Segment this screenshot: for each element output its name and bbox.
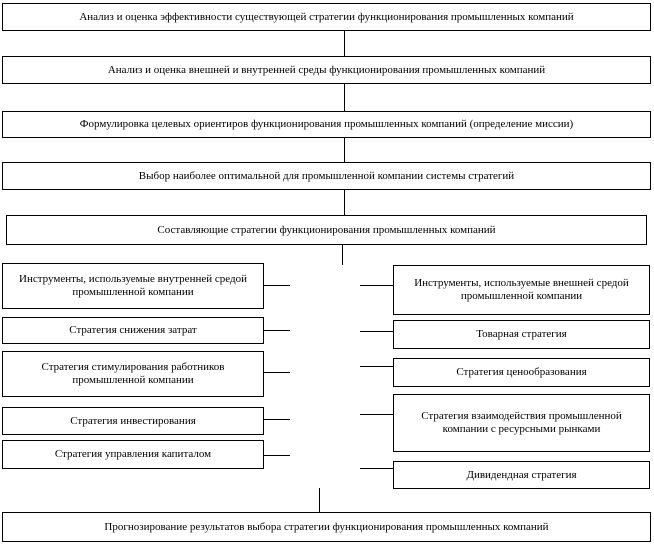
external-connector-4: [360, 468, 393, 469]
final-step-label: Прогнозирование результатов выбора стратегии функционирования промышленных компаний: [104, 520, 549, 533]
internal-item-investment: [2, 407, 264, 435]
internal-item-label: Стратегия стимулирования работников промышленной компании: [41, 361, 225, 386]
internal-connector-1: [264, 330, 290, 331]
external-tools-header-label: Инструменты, используемые внешней средой промышленной компании: [414, 277, 629, 302]
internal-item-label: Стратегия инвестирования: [70, 414, 196, 427]
external-connector-2: [360, 366, 393, 367]
external-item-label: Стратегия взаимодействия промышленной компании с ресурсными рынками: [421, 410, 622, 435]
external-item-product-strategy: [393, 320, 650, 349]
internal-item-label: Стратегия снижения затрат: [69, 324, 197, 336]
step-1-box: [2, 3, 651, 31]
internal-connector-4: [264, 455, 290, 456]
internal-item-label: Стратегия управления капиталом: [54, 448, 212, 460]
connector-branches-final: [319, 488, 320, 512]
external-item-resource-markets: [393, 394, 650, 452]
external-connector-0: [360, 285, 393, 286]
external-item-dividend-strategy: [393, 461, 650, 489]
connector-4-5: [344, 190, 345, 215]
external-tools-header: [393, 265, 650, 315]
step-2-label: Анализ и оценка внешней и внутренней среды функционирования промышленных компаний: [107, 63, 546, 76]
step-1-label: Анализ и оценка эффективности существующей стратегии функционирования промышленных компаний: [79, 10, 574, 23]
step-3-box: [2, 111, 651, 138]
connector-5-branches: [342, 245, 343, 265]
step-5-box: [6, 215, 647, 245]
step-2-box: [2, 56, 651, 84]
internal-item-capital-management: [2, 440, 264, 469]
internal-connector-0: [264, 285, 290, 286]
internal-connector-3: [264, 419, 290, 420]
internal-item-cost-reduction: [2, 317, 264, 344]
external-item-label: Стратегия ценообразования: [456, 366, 587, 378]
connector-3-4: [344, 138, 345, 162]
connector-1-2: [344, 31, 345, 56]
external-item-pricing-strategy: [393, 358, 650, 387]
external-item-label: Товарная стратегия: [476, 328, 567, 340]
internal-tools-header: [2, 263, 264, 309]
connector-2-3: [344, 84, 345, 111]
final-step-box: [2, 512, 651, 542]
step-5-label: Составляющие стратегии функционирования промышленных компаний: [157, 223, 496, 236]
internal-connector-2: [264, 372, 290, 373]
internal-item-employee-incentives: [2, 351, 264, 397]
external-connector-3: [360, 414, 393, 415]
step-4-box: [2, 162, 651, 190]
external-connector-1: [360, 331, 393, 332]
internal-tools-header-label: Инструменты, используемые внутренней средой промышленной компании: [19, 273, 247, 298]
step-4-label: Выбор наиболее оптимальной для промышленной компании системы стратегий: [138, 169, 515, 182]
step-3-label: Формулировка целевых ориентиров функционирования промышленных компаний (определение миссии): [79, 118, 574, 130]
external-item-label: Дивидендная стратегия: [466, 468, 577, 481]
